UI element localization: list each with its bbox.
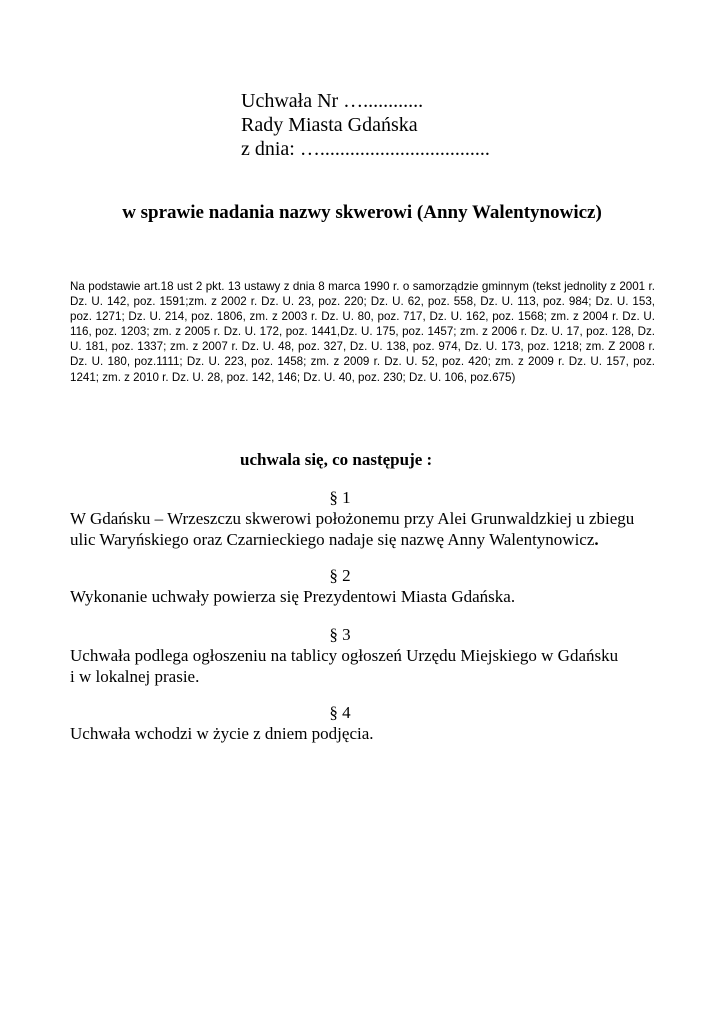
section-text-span: ulic Waryńskiego oraz Czarnieckiego nadaje się nazwę Anny Walentynowicz (70, 530, 595, 549)
resolution-subject: w sprawie nadania nazwy skwerowi (Anny Walentynowicz) (122, 202, 602, 223)
section-number: § 1 (329, 488, 351, 507)
resolve-heading: uchwala się, co następuje : (240, 450, 433, 469)
section-text-line: Uchwała wchodzi w życie z dniem podjęcia. (70, 724, 374, 743)
legal-basis-paragraph: Na podstawie art.18 ust 2 pkt. 13 ustawy z dnia 8 marca 1990 r. o samorządzie gminnym (tekst jednolity z 2001 r. Dz. U. 142, poz. 1591;zm. z 2002 r. Dz. U. 23, poz. 220; Dz. U. 62, poz. 558, Dz. U. 113, poz. 984; Dz. U. 153, poz. 1271; Dz. U. 214, poz. 1806, zm. z 2003 r. Dz. U. 80, poz. 717, Dz. U. 162, poz. 1568; zm. z 2004 r. Dz. U. 116, poz. 1203; zm. z 2005 r. Dz. U. 172, poz. 1441,Dz. U. 175, poz. 1457; zm. z 2006 r. Dz. U. 17, poz. 128, Dz. U. 181, poz. 1337; zm. z 2007 r. Dz. U. 48, poz. 327, Dz. U. 138, poz. 974, Dz. U. 173, poz. 1218; zm. Z 2008 r. Dz. U. 180, poz.1111; Dz. U. 223, poz. 1458; zm. z 2009 r. Dz. U. 52, poz. 420; zm. z 2009 r. Dz. U. 157, poz. 1241; zm. z 2010 r. Dz. U. 28, poz. 142, 146; Dz. U. 40, poz. 230; Dz. U. 106, poz.675) (70, 280, 655, 384)
section-2 (70, 565, 670, 607)
section-number: § 4 (329, 703, 351, 722)
resolution-number: Uchwała Nr …............ (241, 90, 424, 112)
section-text-line (70, 529, 670, 550)
section-number: § 3 (329, 625, 351, 644)
section-3 (70, 624, 670, 687)
section-1 (70, 487, 670, 550)
section-text-line: W Gdańsku – Wrzeszczu skwerowi położonemu przy Alei Grunwaldzkiej u zbiegu (70, 509, 635, 528)
resolution-header (241, 89, 641, 161)
section-text-line: Uchwała podlega ogłoszeniu na tablicy ogłoszeń Urzędu Miejskiego w Gdańsku (70, 646, 619, 665)
section-text-line: Wykonanie uchwały powierza się Prezydentowi Miasta Gdańska. (70, 587, 516, 606)
resolution-date: z dnia: ….................................. (241, 138, 490, 160)
section-number: § 2 (329, 566, 351, 585)
section-text-line: i w lokalnej prasie. (70, 667, 200, 686)
bold-period: . (594, 530, 599, 549)
section-4 (70, 702, 670, 744)
council-name: Rady Miasta Gdańska (241, 114, 418, 136)
